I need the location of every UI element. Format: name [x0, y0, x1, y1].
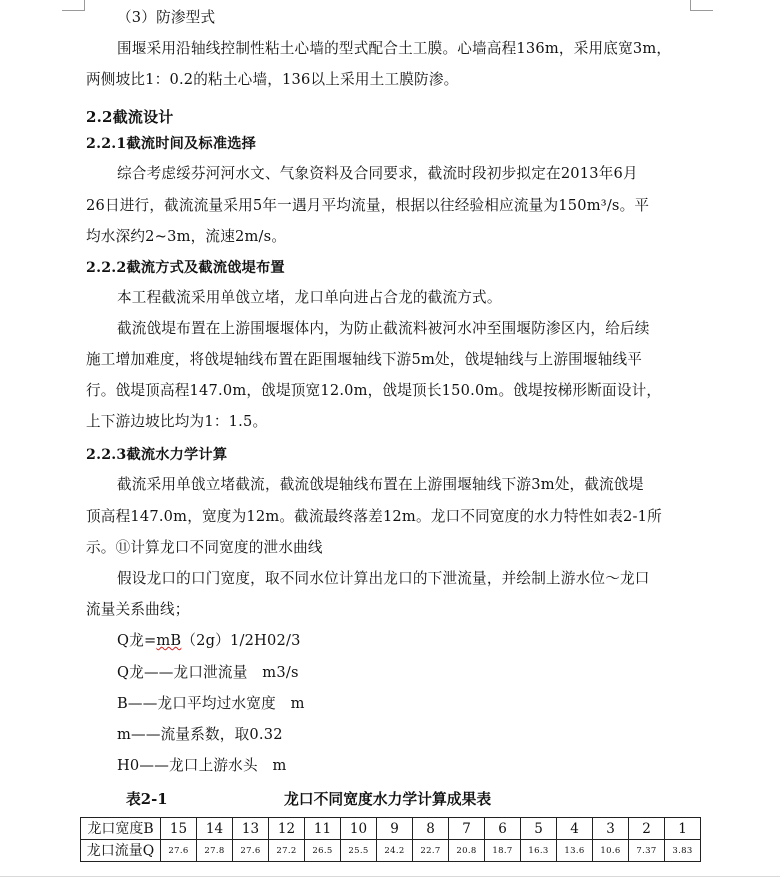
formula-definition: H0——龙口上游水头 m	[117, 757, 287, 774]
paragraph-line: 26日进行，截流流量采用5年一遇月平均流量，根据以往经验相应流量为150m³/s。平	[86, 197, 650, 214]
subsection-heading: 2.2.1截流时间及标准选择	[86, 136, 256, 152]
flow-cell: 26.5	[305, 840, 341, 862]
width-cell: 9	[377, 818, 413, 840]
flow-cell: 27.8	[197, 840, 233, 862]
formula-definition: B——龙口平均过水宽度 m	[117, 695, 305, 712]
paragraph-line: 流量关系曲线；	[86, 601, 190, 618]
flow-cell: 20.8	[449, 840, 485, 862]
paragraph-line: 综合考虑绥芬河河水文、气象资料及合同要求，截流时段初步拟定在2013年6月	[117, 165, 638, 182]
flow-cell: 24.2	[377, 840, 413, 862]
paragraph-line: 围堰采用沿轴线控制性粘土心墙的型式配合土工膜。心墙高程136m，采用底宽3m，	[117, 40, 672, 57]
formula-rhs: （2g）1/2H02/3	[181, 632, 301, 649]
table-row-width	[81, 818, 701, 840]
width-cell: 12	[269, 818, 305, 840]
formula-line	[117, 631, 301, 651]
paragraph-line: 行。戗堤顶高程147.0m，戗堤顶宽12.0m，戗堤顶长150.0m。戗堤按梯形断面设计，	[86, 382, 662, 399]
flow-cell: 3.83	[665, 840, 701, 862]
paragraph-line: 均水深约2~3m，流速2m/s。	[86, 228, 287, 245]
page-bottom-divider	[0, 876, 780, 877]
flow-cell: 13.6	[557, 840, 593, 862]
row-header-width: 龙口宽度B	[81, 818, 161, 840]
paragraph-line: 截流戗堤布置在上游围堰堰体内，为防止截流料被河水冲至围堰防渗区内，给后续	[117, 320, 650, 337]
row-header-flow: 龙口流量Q	[81, 840, 161, 862]
width-cell: 14	[197, 818, 233, 840]
spellcheck-underlined-term: mB	[156, 632, 182, 649]
flow-cell: 10.6	[593, 840, 629, 862]
width-cell: 2	[629, 818, 665, 840]
paragraph-line: 施工增加难度，将戗堤轴线布置在距围堰轴线下游5m处，戗堤轴线与上游围堰轴线平	[86, 351, 643, 368]
paragraph-line: 两侧坡比1：0.2的粘土心墙，136以上采用土工膜防渗。	[86, 71, 459, 88]
flow-cell: 18.7	[485, 840, 521, 862]
paragraph-line: 截流采用单戗立堵截流，截流戗堤轴线布置在上游围堰轴线下游3m处，截流戗堤	[117, 476, 644, 493]
page-corner-mark-left	[62, 0, 85, 11]
width-cell: 15	[161, 818, 197, 840]
table-label: 表2-1	[126, 791, 168, 808]
width-cell: 6	[485, 818, 521, 840]
table-title: 龙口不同宽度水力学计算成果表	[284, 791, 492, 808]
table-row-flow	[81, 840, 701, 862]
flow-cell: 7.37	[629, 840, 665, 862]
flow-cell: 16.3	[521, 840, 557, 862]
flow-cell: 27.6	[233, 840, 269, 862]
formula-lhs: Q龙=	[117, 632, 157, 649]
subsection-heading: 2.2.2截流方式及截流戗堤布置	[86, 260, 285, 276]
section-heading: 2.2截流设计	[86, 108, 174, 126]
paragraph-line: 上下游边坡比均为1：1.5。	[86, 413, 268, 430]
paragraph-line: 示。⑪计算龙口不同宽度的泄水曲线	[86, 539, 323, 556]
formula-definition: m——流量系数，取0.32	[117, 726, 283, 743]
formula-definition: Q龙——龙口泄流量 m3/s	[117, 664, 299, 681]
width-cell: 1	[665, 818, 701, 840]
width-cell: 11	[305, 818, 341, 840]
paragraph-line: 顶高程147.0m，宽度为12m。截流最终落差12m。龙口不同宽度的水力特性如表2-1所	[86, 508, 662, 525]
flow-cell: 25.5	[341, 840, 377, 862]
width-cell: 8	[413, 818, 449, 840]
width-cell: 13	[233, 818, 269, 840]
page-corner-mark-right	[690, 0, 713, 11]
flow-cell: 22.7	[413, 840, 449, 862]
results-table	[80, 817, 701, 862]
subsection-title: （3）防渗型式	[117, 9, 216, 26]
flow-cell: 27.6	[161, 840, 197, 862]
subsection-heading: 2.2.3截流水力学计算	[86, 447, 228, 463]
width-cell: 7	[449, 818, 485, 840]
flow-cell: 27.2	[269, 840, 305, 862]
paragraph-line: 本工程截流采用单戗立堵，龙口单向进占合龙的截流方式。	[117, 289, 502, 306]
width-cell: 10	[341, 818, 377, 840]
width-cell: 5	[521, 818, 557, 840]
width-cell: 3	[593, 818, 629, 840]
width-cell: 4	[557, 818, 593, 840]
paragraph-line: 假设龙口的口门宽度，取不同水位计算出龙口的下泄流量，并绘制上游水位～龙口	[117, 570, 650, 587]
